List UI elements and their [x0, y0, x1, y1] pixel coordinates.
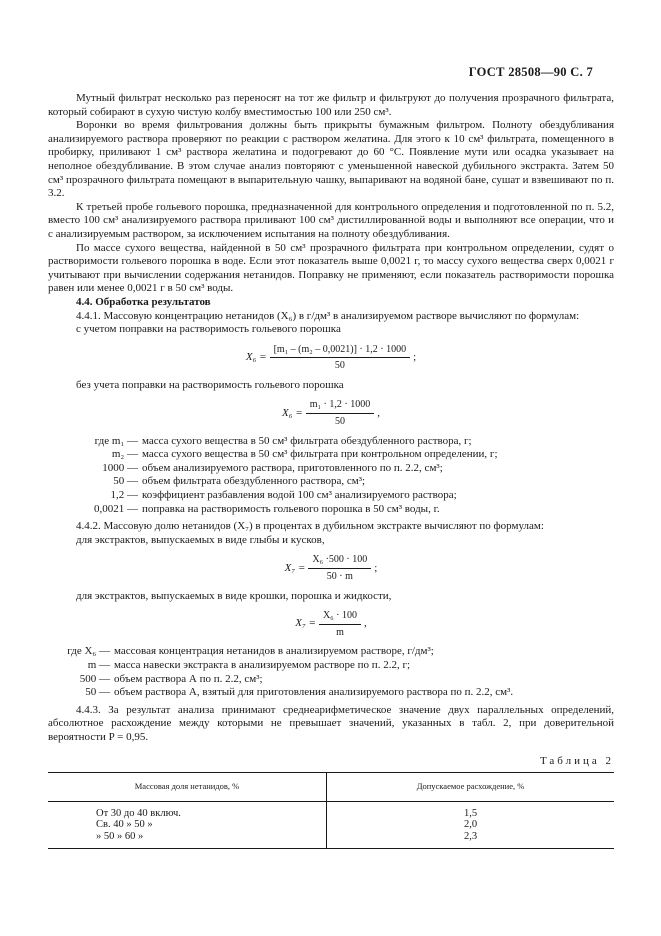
definition-symbol: m₂ — — [111, 448, 138, 461]
definition-row — [48, 659, 614, 673]
formula-tail: ; — [374, 561, 378, 574]
definition-row — [48, 435, 614, 449]
definition-row — [48, 462, 614, 476]
formula-numerator: m₁ · 1,2 · 1000 — [306, 398, 374, 414]
formula-lhs: X₇ = — [284, 561, 306, 574]
table-caption: Таблица 2 — [539, 754, 614, 767]
definition-row — [48, 448, 614, 462]
table-row — [48, 831, 614, 849]
formula-tail: ; — [413, 350, 417, 363]
formula-x6-plain — [48, 398, 614, 428]
table-cell-value: 2,3 — [327, 831, 615, 849]
formula-denominator: 50 — [334, 416, 345, 428]
formula-lhs: X₆ = — [245, 350, 267, 363]
definition-symbol: 0,0021 — — [94, 502, 138, 515]
section-4-4-1: 4.4.1. Массовую концентрацию нетанидов (X₆) в г/дм³ в анализируемом растворе вычисляют по формулам: — [76, 309, 580, 322]
definition-symbol: 50 — — [113, 475, 138, 488]
formula-fraction — [319, 609, 361, 639]
label-with-correction: с учетом поправки на растворимость гольевого порошка — [76, 323, 341, 336]
definition-text: объем раствора А по п. 2.2, см³; — [114, 672, 263, 685]
table-cell-range: От 30 до 40 включ. — [48, 801, 327, 819]
table-header-cell: Массовая доля нетанидов, % — [48, 773, 327, 802]
definition-row — [48, 673, 614, 687]
label-lumps: для экстрактов, выпускаемых в виде глыбы и кусков, — [76, 533, 325, 546]
definition-symbol: 1000 — — [102, 461, 138, 474]
definition-row — [48, 645, 614, 659]
definition-row — [48, 686, 614, 700]
definition-text: масса сухого вещества в 50 см³ фильтрата при контрольном определении, г; — [142, 448, 498, 461]
definition-symbol: где m₁ — — [94, 434, 138, 447]
definition-symbol: 1,2 — — [110, 489, 138, 502]
formula-denominator: 50 · m — [326, 571, 353, 582]
table-cell-value: 2,0 — [463, 819, 478, 831]
formula-numerator: X₆ ·500 · 100 — [308, 553, 371, 569]
tolerance-table — [48, 772, 614, 849]
definitions-list-1 — [48, 435, 614, 517]
formula-fraction — [306, 398, 374, 428]
definition-text: коэффициент разбавления водой 100 см³ анализируемого раствора; — [142, 489, 457, 502]
formula-x7-lumps — [48, 553, 614, 583]
page-content — [48, 92, 614, 849]
definition-row — [48, 489, 614, 503]
definition-symbol: 50 — — [85, 686, 110, 699]
paragraph: Мутный фильтрат несколько раз переносят на тот же фильтр и фильтруют до получения прозрачного фильтрата, который собирают в сухую чистую колбу вместимостью 100 или 250 см³. — [48, 92, 614, 118]
section-heading: 4.4. Обработка результатов — [76, 295, 211, 308]
formula-fraction — [270, 343, 411, 373]
formula-x6-corrected — [48, 343, 614, 373]
definition-text: масса навески экстракта в анализируемом растворе по п. 2.2, г; — [114, 658, 411, 671]
definition-text: объем анализируемого раствора, приготовленного по п. 2.2, см³; — [142, 461, 443, 474]
formula-fraction — [308, 553, 371, 583]
table-row — [48, 819, 614, 831]
table-cell-range: » 50 » 60 » — [48, 831, 327, 849]
formula-x7-crumbs — [48, 609, 614, 639]
definition-text: объем фильтрата обездубленного раствора, см³; — [142, 475, 366, 488]
definition-symbol: m — — [87, 658, 110, 671]
formula-lhs: X₇ = — [295, 617, 316, 630]
table-row — [48, 801, 614, 819]
definition-symbol: 500 — — [79, 672, 110, 685]
definition-text: массовая концентрация нетанидов в анализируемом растворе, г/дм³; — [114, 645, 434, 658]
table-header-cell: Допускаемое расхождение, % — [327, 773, 615, 802]
definition-row — [48, 503, 614, 517]
section-4-4-3: 4.4.3. За результат анализа принимают среднеарифметическое значение двух параллельных определений, абсолютное расхождение между которыми не превышает значений, указанных в табл. 2, при доверительной вероятности P = 0,95. — [48, 703, 614, 743]
table-cell-value: 1,5 — [463, 807, 478, 819]
definitions-list-2 — [48, 645, 614, 699]
definition-text: поправка на растворимость гольевого порошка в 50 см³ воды, г. — [142, 502, 440, 515]
definition-text: объем раствора А, взятый для приготовления анализируемого раствора по п. 2.2, см³. — [114, 686, 514, 699]
label-crumbs: для экстрактов, выпускаемых в виде крошки, порошка и жидкости, — [76, 589, 392, 602]
definition-text: масса сухого вещества в 50 см³ фильтрата обездубленного раствора, г; — [142, 434, 472, 447]
table-header-row — [48, 773, 614, 802]
paragraph: Воронки во время фильтрования должны быть прикрыты бумажным фильтром. Полноту обездубливания анализируемого раствора проверяют по реакции с раствором желатина. Для этого к 10 см³ фильтрата, помещенного в пробирку, приливают 1 см³ раствора желатина и подогревают до 60 °С. Появление мути или осадка указывает на неполное обездубливание. В этом случае анализ повторяют с уменьшенной навеской дубильного экстракта. Затем 50 см³ прозрачного фильтрата помещают в выпарительную чашку, выпаривают на водяной бане, сушат и взвешивают по п. 3.2. — [48, 119, 614, 200]
formula-denominator: 50 — [334, 360, 345, 372]
formula-denominator: m — [336, 626, 344, 638]
formula-tail: , — [377, 406, 380, 419]
section-4-4-2: 4.4.2. Массовую долю нетанидов (X₇) в процентах в дубильном экстракте вычисляют по формулам: — [76, 520, 544, 533]
paragraph: По массе сухого вещества, найденной в 50 см³ прозрачного фильтрата при контрольном определении, судят о растворимости гольевого порошка в воде. Если этот показатель выше 0,0021 г, то массу сухого вещества сверх 0,0021 г учитывают при вычислении содержания нетанидов. Поправку не применяют, если показатель растворимости порошка равен или менее 0,0021 г в 50 см³ воды. — [48, 241, 614, 295]
paragraph: К третьей пробе гольевого порошка, предназначенной для контрольного определения и подготовленной по п. 5.2, вместо 100 см³ анализируемого раствора приливают 100 см³ дистиллированной воды и выполняют все операции, что и с анализируемым раствором, за исключением испытания на полноту обездубливания. — [48, 200, 614, 240]
formula-tail: , — [364, 617, 367, 630]
table-cell-range: Св. 40 » 50 » — [48, 819, 327, 831]
page-header: ГОСТ 28508—90 С. 7 — [468, 65, 593, 79]
formula-numerator: [m₁ – (m₂ – 0,0021)] · 1,2 · 1000 — [270, 343, 411, 359]
definition-row — [48, 475, 614, 489]
formula-lhs: X₆ = — [282, 406, 303, 419]
label-without-correction: без учета поправки на растворимость гольевого порошка — [76, 378, 344, 391]
definition-symbol: где X₆ — — [67, 645, 110, 658]
formula-numerator: X₆ · 100 — [319, 609, 361, 625]
